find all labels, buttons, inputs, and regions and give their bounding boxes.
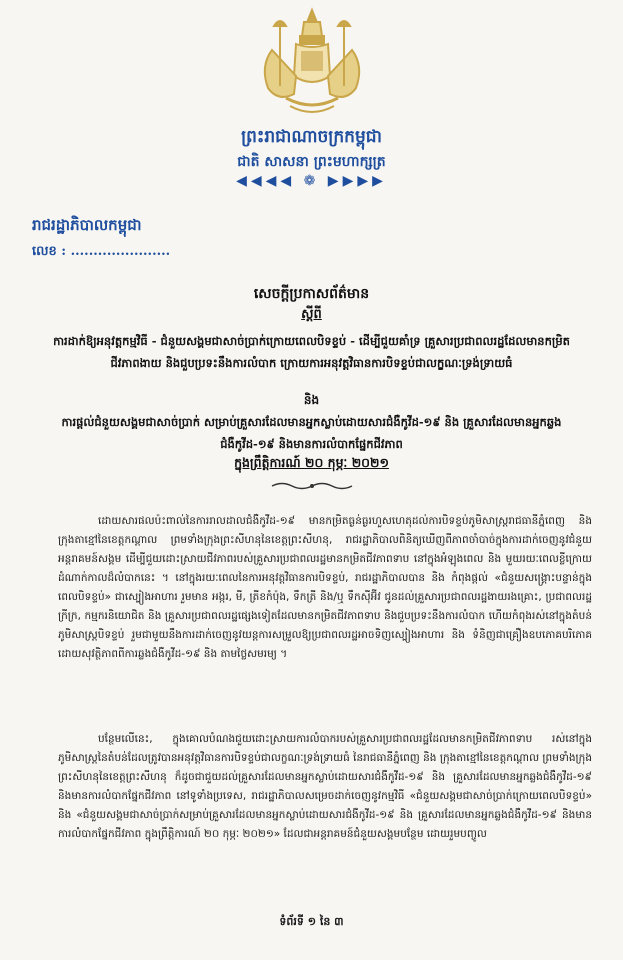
reference-number: លេខ : ...................... <box>32 244 171 259</box>
subject-one: ការដាក់ឱ្យអនុវត្តកម្មវិធី - ជំនួយសង្គមជាសាច់ប្រាក់ក្រោយពេលបិទខ្ទប់ - ដើម្បីជួយគាំទ្រ គ្រួសារប្រជាពលរដ្ឋដែលមានកម្រិតជីវភាពងាយ និងជួបប្រទះនឹងការលំបាក ក្រោយការអនុវត្តវិធានការបិទខ្ទប់ជាលក្ខណៈទ្រង់ទ្រាយធំ <box>53 334 570 370</box>
ornamental-divider-icon <box>270 481 354 491</box>
event-date: ក្នុងព្រឹត្តិការណ៍ ២០ កុម្ភៈ ២០២១ <box>234 455 389 470</box>
body-paragraph: បន្ថែមលើនេះ, ក្នុងគោលបំណងជួយដោះស្រាយការលំបាករបស់គ្រួសារប្រជាពលរដ្ឋដែលមានកម្រិតជីវភាពទាប រស់នៅក្នុងភូមិសាស្ត្រនៃតំបន់ដែលត្រូវបានអនុវត្តវិធានការបិទខ្ទប់ជាលក្ខណៈទ្រង់ទ្រាយធំ នៃរាជធានីភ្នំពេញ និង ក្រុងតាខ្មៅនៃខេត្តកណ្តាល ព្រមទាំងក្រុងព្រះសីហនុនៃខេត្តព្រះសីហនុ ក៏ដូចជាជួយដល់គ្រួសារដែលមានអ្នកស្លាប់ដោយសារជំងឺកូវីដ-១៩ និង គ្រួសារដែលមានអ្នកឆ្លងជំងឺកូវីដ-១៩ និងមានការលំបាកផ្នែកជីវភាព នៅទូទាំងប្រទេស, រាជរដ្ឋាភិបាលសម្រេចដាក់ចេញនូវកម្មវិធី «ជំនួយសង្គមជាសាច់ប្រាក់ក្រោយពេលបិទខ្ទប់» និង «ជំនួយសង្គមជាសាច់ប្រាក់សម្រាប់គ្រួសារដែលមានអ្នកស្លាប់ដោយសារជំងឺកូវីដ-១៩ និង គ្រួសារដែលមានអ្នកឆ្លងជំងឺកូវីដ-១៩ និងមានការលំបាកផ្នែកជីវភាព ក្នុងព្រឹត្តិការណ៍ ២០ កុម្ភៈ ២០២១» ដែលជាអន្តរាគមន៍ជំនួយសង្គមបន្ថែម ដោយរួមបញ្ចូល <box>58 733 592 840</box>
body-paragraph: ដោយសារផលប៉ះពាល់នៃការរាលដាលជំងឺកូវីដ-១៩ មានកម្រិតធ្ងន់ធ្ងរហួសហេតុដល់ការបិទខ្ទប់ភូមិសាស្ត្ររាជធានីភ្នំពេញ និង ក្រុងតាខ្មៅនៃខេត្តកណ្តាល ព្រមទាំងក្រុងព្រះសីហនុនៃខេត្តព្រះសីហនុ, រាជរដ្ឋាភិបាលពិនិត្យឃើញពីភាពចាំបាច់ក្នុងការដាក់ចេញនូវជំនួយអន្តរាគមន៍សង្គម ដើម្បីជួយដោះស្រាយជីវភាពរបស់គ្រួសារប្រជាពលរដ្ឋមានកម្រិតជីវភាពទាប នៅក្នុងអំឡុងពេល និង មួយរយៈពេលខ្លីក្រោយដំណាក់កាលដ៏លំបាកនេះ ។ នៅក្នុងរយៈពេលនៃការអនុវត្តវិធានការបិទខ្ទប់, រាជរដ្ឋាភិបាលបាន និង កំពុងផ្តល់ «ជំនួយសង្គ្រោះបន្ទាន់ក្នុងពេលបិទខ្ទប់» ជាស្បៀងអាហារ រួមមាន អង្ករ, មី, ត្រីខកំប៉ុង, ទឹកត្រី និង/ឬ ទឹកស៊ីអ៊ីវ ជូនដល់គ្រួសារប្រជាពលរដ្ឋងាយរងគ្រោះ, ប្រជាពលរដ្ឋក្រីក្រ, កម្មករនិយោជិត និង គ្រួសារប្រជាពលរដ្ឋផ្សេងទៀតដែលមានកម្រិតជីវភាពទាប និងជួបប្រទះនឹងការលំបាក ហើយកំពុងរស់នៅក្នុងតំបន់ភូមិសាស្ត្របិទខ្ទប់ រួមជាមួយនឹងការដាក់ចេញនូវយន្តការសម្រួលឱ្យប្រជាពលរដ្ឋអាចទិញស្បៀងអាហារ និង ទំនិញជាគ្រឿងឧបភោគបរិភោគ ដោយសុវត្ថិភាពពីការឆ្លងជំងឺកូវីដ-១៩ និង តាមថ្លៃសមរម្យ ។ <box>58 515 592 660</box>
about-label: ស្តីពី <box>301 307 322 322</box>
national-motto: ជាតិ សាសនា ព្រះមហាក្សត្រ <box>237 154 386 170</box>
conjunction-label: និង <box>303 393 320 407</box>
issuing-government: រាជរដ្ឋាភិបាលកម្ពុជា <box>32 216 142 234</box>
subject-two: ការផ្តល់ជំនួយសង្គមជាសាច់ប្រាក់ សម្រាប់គ្រួសារដែលមានអ្នកស្លាប់ដោយសារជំងឺកូវីដ-១៩ និង គ្រួសារដែលមានអ្នកឆ្លងជំងឺកូវីដ-១៩ និងមានការលំបាកផ្នែកជីវភាព <box>61 415 562 451</box>
announcement-title: សេចក្តីប្រកាសព័ត៌មាន <box>253 286 370 302</box>
page-indicator: ទំព័រទី ១ នៃ ៣ <box>279 915 344 928</box>
header-ornament: ◀◀◀◀ ❁ ▶▶▶▶ <box>236 173 387 189</box>
kingdom-name: ព្រះរាជាណាចក្រកម្ពុជា <box>241 127 382 147</box>
royal-emblem-icon <box>250 6 374 118</box>
